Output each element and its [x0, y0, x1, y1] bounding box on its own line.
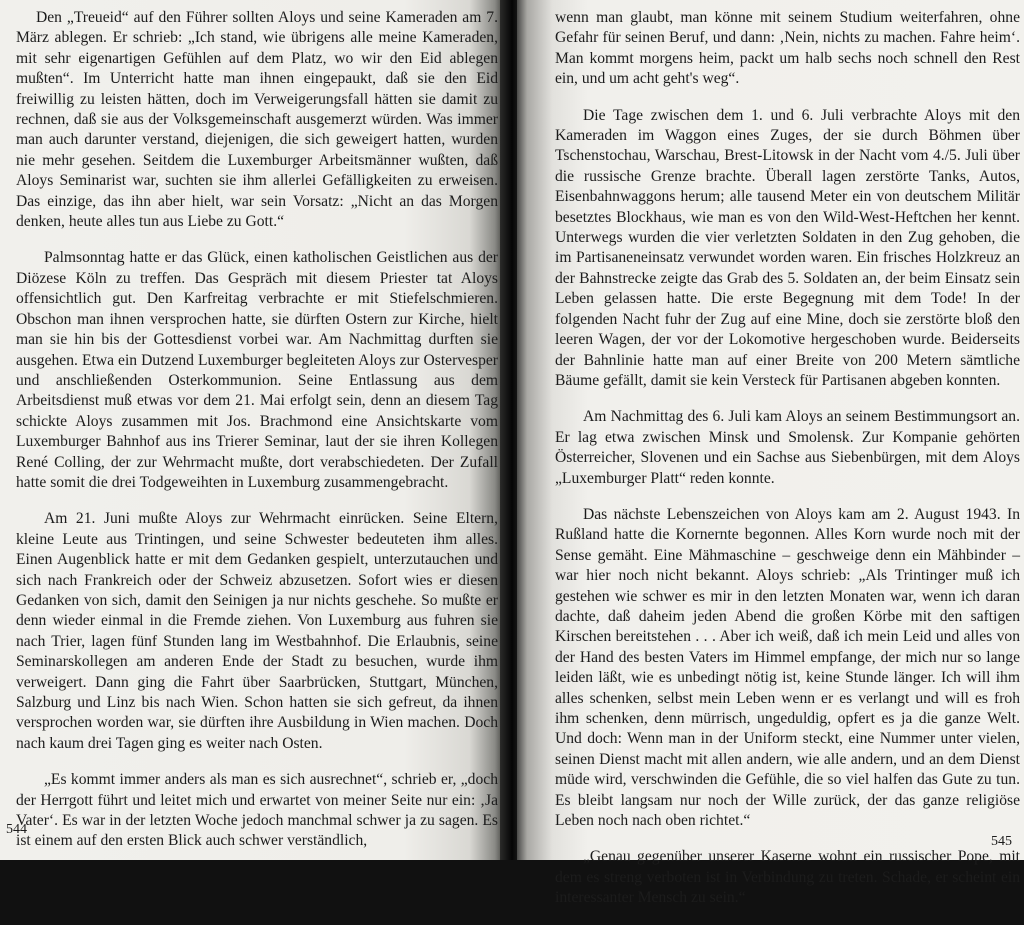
page-number-right: 545: [991, 834, 1012, 849]
left-page: [0, 0, 505, 860]
right-page-text: [555, 8, 1020, 925]
paragraph: „Genau gegenüber unserer Kaserne wohnt ein russischer Pope, mit dem es streng verboten ist in Verbindung zu treten. Schade, er scheint ein interessanter Mensch zu sein.“: [555, 848, 1020, 907]
paragraph: Am Nachmittag des 6. Juli kam Aloys an seinem Bestimmungsort an. Er lag etwa zwischen Minsk und Smolensk. Zur Kompanie gehörten Österreicher, Slovenen und ein Sachse aus Siebenbürgen, mit dem Aloys „Luxemburger Platt“ reden konnte.: [555, 408, 1020, 487]
paragraph: Die Tage zwischen dem 1. und 6. Juli verbrachte Aloys mit den Kameraden im Waggon eines Zuges, der sie durch Böhmen über Tschenstochau, Warschau, Brest-Litowsk in der Nacht vom 4./5. Juli über die russische Grenze brachte. Überall lagen zerstörte Tanks, Autos, Eisenbahnwaggons herum; alle tausend Meter ein von deutschem Militär besetztes Blockhaus, wie man es von den Wild-West-Heftchen her kennt. Unterwegs wurden die vier verletzten Soldaten in den Zug gehoben, die im Partisaneneinsatz verwundet worden waren. Ein frisches Holzkreuz an der Bahnstrecke zeigte das Grab des 5. Soldaten an, der beim Einsatz sein Leben gelassen hatte. Die erste Begegnung mit dem Tode! In der folgenden Nacht fuhr der Zug auf eine Mine, doch sie zerstörte bloß den leeren Wagen, der vor der Lokomotive hergeschoben wurde. Beiderseits der Bahnlinie hatte man auf einer Breite von 200 Metern sämtliche Bäume gefällt, damit sie kein Versteck für Partisanen abgeben konnten.: [555, 106, 1020, 389]
paragraph: Das nächste Lebenszeichen von Aloys kam am 2. August 1943. In Rußland hatte die Kornernte begonnen. Alles Korn wurde noch mit der Sense gemäht. Eine Mähmaschine – geschweige denn ein Mähbinder – war hier noch nicht bekannt. Aloys schrieb: „Als Trintinger muß ich gestehen wie schwer es mir in den letzten Monaten war, wenn ich daran dachte, daß daheim jeden Abend die großen Körbe mit den saftigen Kirschen bereitstehen . . . Aber ich weiß, daß ich mein Leid und alles von der Hand des besten Vaters im Himmel empfange, der mich nur so lange leiden läßt, wie es unbedingt nötig ist, keine Stunde länger. Ich will ihm alles schenken, selbst mein Leben wenn er es verlangt und will es froh ihm schenken, denn mürrisch, ungeduldig, opfert es ja die ganze Welt. Und doch: Wenn man in der Uniform steckt, eine Nummer unter vielen, seinen Dienst macht mit allen andern, wie alle andern, und an dem Dienst müde wird, verschwinden die Gefühle, die so viel halfen das Gute zu tun. Es bleibt langsam nur noch der Wille zurück, der das ganze religiöse Leben noch nach oben richtet.“: [555, 505, 1020, 830]
paragraph: Den „Treueid“ auf den Führer sollten Aloys und seine Kameraden am 7. März ablegen. Er schrieb: „Ich stand, wie übrigens alle meine Kameraden, mit sehr eigenartigen Gefühlen auf dem Platz, wo wir den Eid ablegen mußten“. Im Unterricht hatte man ihnen eingepaukt, daß sie den Eid freiwillig zu leisten hätten, doch im Verweigerungsfall hätten sie damit zu rechnen, daß sie aus der Volksgemeinschaft ausgemerzt würden. Was immer man auch darunter verstand, diejenigen, die sich geweigert hatten, wurden nie mehr gesehen. Seitdem die Luxemburger Arbeitsmänner wußten, daß Aloys Seminarist war, suchten sie ihm allerlei Gefälligkeiten zu erweisen. Das einzige, das ihn aber hielt, war sein Vorsatz: „Nicht an das Morgen denken, heute alles tun aus Liebe zu Gott.“: [16, 9, 498, 231]
paragraph: Palmsonntag hatte er das Glück, einen katholischen Geistlichen aus der Diözese Köln zu treffen. Das Gespräch mit diesem Priester tat Aloys offensichtlich gut. Den Karfreitag verbrachte er mit Stiefelschmieren. Obschon man ihnen versprochen hatte, sie dürften Ostern zur Kirche, hielt man sie hin bis der Gottesdienst vorbei war. Am Nachmittag durften sie ausgehen. Etwa ein Dutzend Luxemburger begleiteten Aloys zur Ostervesper und anschließenden Osterkommunion. Seine Entlassung aus dem Arbeitsdienst muß etwas vor dem 21. Mai erfolgt sein, denn an diesem Tag schickte Aloys zusammen mit Jos. Brachmond eine Ansichtskarte vom Luxemburger Bahnhof aus ins Trierer Seminar, laut der sie ihren Kollegen René Colling, der zur Wehrmacht mußte, dort verabschiedeten. Der Zufall hatte somit die drei Todgeweihten in Luxemburg zusammengebracht.: [16, 249, 498, 491]
left-page-text: [16, 8, 498, 868]
right-page: [517, 0, 1024, 907]
paragraph: Am 21. Juni mußte Aloys zur Wehrmacht einrücken. Seine Eltern, kleine Leute aus Trintingen, und seine Schwester bedeuteten ihm alles. Einen Augenblick hatte er mit dem Gedanken gespielt, unterzutauchen und sich nach Frankreich oder der Schweiz abzusetzen. Sofort wies er diesen Gedanken von sich, damit den Seinigen ja nur nichts geschehe. So mußte er denn wieder einmal in die Fremde ziehen. Von Luxemburg aus fuhren sie nach Trier, lagen fünf Stunden lang im Westbahnhof. Die Erlaubnis, seine Seminarskollegen am anderen Ende der Stadt zu besuchen, wurde ihm verweigert. Dann ging die Fahrt über Saarbrücken, Stuttgart, München, Salzburg und Linz bis nach Wien. Schon hatten sie sich gefreut, da ihnen versprochen worden war, sie dürften ihre Ausbildung in Wien machen. Doch nach kaum drei Tagen ging es weiter nach Osten.: [16, 510, 498, 752]
paragraph: wenn man glaubt, man könne mit seinem Studium weiterfahren, ohne Gefahr für seinen Beruf, und dann: ‚Nein, nichts zu machen. Fahre heim‘. Man kommt morgens heim, packt um halb sechs noch schnell den Rest ein, und um acht geht's weg“.: [555, 9, 1020, 88]
page-number-left: 544: [6, 822, 27, 837]
paragraph: „Es kommt immer anders als man es sich ausrechnet“, schrieb er, „doch der Herrgott führt und leitet mich und erwartet von meiner Seite nur ein: ‚Ja Vater‘. Es war in der letzten Woche jedoch manchmal schwer ja zu sagen. Es ist einem auf den ersten Blick auch schwer verständlich,: [16, 771, 498, 850]
